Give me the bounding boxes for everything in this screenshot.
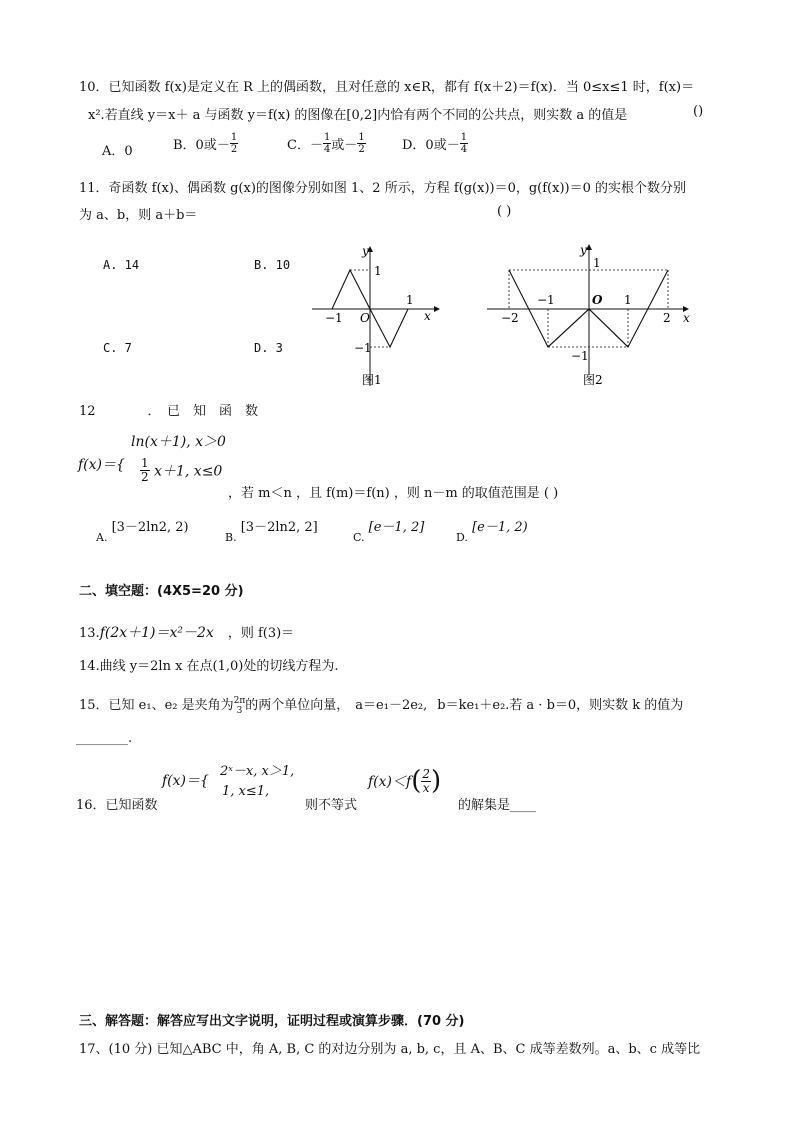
tick-label: 2 xyxy=(663,311,671,325)
q12-heading: 12 ． 已 知 函 数 xyxy=(79,404,259,419)
x-axis-label: x xyxy=(683,311,690,325)
q12-case-2: $\frac{1}{2}$ x＋1, x≤0 xyxy=(141,456,223,484)
q17: 17、(10 分) 已知△ABC 中，角 A, B, C 的对边分别为 a, b, c，且 A、B、C 成等差数列。a、b、c 成等比 xyxy=(79,1042,701,1057)
tick-label: 1 xyxy=(593,256,601,270)
fraction: $\frac{1}{2}$ xyxy=(358,132,365,155)
figure-caption: 图2 xyxy=(583,373,603,387)
angle-fraction: 2π 3 xyxy=(233,695,246,716)
figure-2-graph xyxy=(485,240,695,390)
q10-option-d: D．0或－ $\frac{1}{4}$ xyxy=(402,132,468,155)
origin-label: O xyxy=(592,293,603,307)
section-3-heading: 三、解答题：解答应写出文字说明，证明过程或演算步骤．(70 分) xyxy=(79,1014,465,1029)
q10-option-a: A．0 xyxy=(102,144,133,159)
q10-line2: x².若直线 y＝x＋ a 与函数 y＝f(x) 的图像在[0,2]内恰有两个不同的公共点，则实数 a 的值是 xyxy=(88,108,628,123)
origin-label: O xyxy=(360,311,370,325)
tick-label: 1 xyxy=(624,293,632,307)
fraction: $\frac{1}{4}$ xyxy=(460,132,468,155)
q12-option-b: $_{B.}$ [3－2ln2, 2] xyxy=(225,520,318,544)
q14: 14.曲线 y＝2ln x 在点(1,0)处的切线方程为. xyxy=(79,659,339,674)
tick-label: −2 xyxy=(501,311,519,325)
y-axis-label: y xyxy=(362,244,369,258)
q12-case-1: ln(x＋1), x＞0 xyxy=(131,434,226,450)
q15: 15．已知 e₁、e₂ 是夹角为 2π 3 的两个单位向量， a＝e₁－2e₂, b＝ke₁＋e₂.若 a · b＝0，则实数 k 的值为 xyxy=(79,695,684,716)
q11-line1: 11．奇函数 f(x)、偶函数 g(x)的图像分别如图 1、2 所示，方程 f(g(x))＝0，g(f(x))＝0 的实根个数分别 xyxy=(79,181,687,196)
q12-option-c: $_{C.}$ [e－1, 2] xyxy=(353,520,425,544)
q12-option-d: $_{D.}$ [e－1, 2) xyxy=(456,520,528,544)
q11-option-d: D. 3 xyxy=(254,341,283,355)
fraction: $\frac{1}{2}$ xyxy=(141,456,149,484)
tick-label: 1 xyxy=(406,293,414,307)
q11-answer-paren: ( ) xyxy=(497,204,512,219)
tick-label: −1 xyxy=(537,293,555,307)
figure-caption: 图1 xyxy=(362,373,382,387)
tick-label: 1 xyxy=(374,264,382,278)
chord xyxy=(548,309,589,347)
q16-function-label: f(x)＝{ xyxy=(162,773,209,789)
figure-1-graph xyxy=(310,240,440,390)
q11-option-b: B. 10 xyxy=(254,258,291,272)
q16-case-2: 1, x≤1, xyxy=(222,784,270,799)
tick-label: −1 xyxy=(571,349,589,363)
q10-answer-paren: () xyxy=(693,104,704,119)
q13: 13.f(2x＋1)＝x²－2x ，则 f(3)＝ xyxy=(79,625,295,641)
q12-option-a: $_{A.}$ [3－2ln2, 2) xyxy=(96,520,189,544)
fraction: $\frac{2}{x}$ xyxy=(422,766,430,795)
q11-option-a: A. 14 xyxy=(103,258,140,272)
q12-function-label: f(x)＝{ xyxy=(78,457,125,473)
q11-line2: 为 a、b，则 a＋b＝ xyxy=(79,208,198,223)
q16-post: 的解集是____ xyxy=(458,798,537,813)
y-axis-arrow xyxy=(586,244,592,250)
x-axis-label: x xyxy=(424,309,431,323)
q11-option-c: C. 7 xyxy=(103,341,132,355)
q16-case-1: 2ˣ－x, x＞1, xyxy=(220,764,295,779)
fraction: $\frac{1}{4}$ xyxy=(323,132,331,155)
q12-condition: ，若 m＜n ，且 f(m)＝f(n) ，则 n－m 的取值范围是 ( ) xyxy=(228,486,559,501)
x-axis-arrow xyxy=(434,306,440,312)
tick-label: −1 xyxy=(354,341,372,355)
tick-label: −1 xyxy=(325,311,343,325)
q16-mid: 则不等式 xyxy=(305,798,358,813)
q15-blank: ________. xyxy=(76,731,133,746)
q10-line1: 10．已知函数 f(x)是定义在 R 上的偶函数，且对任意的 x∈R，都有 f(x＋2)＝f(x)．当 0≤x≤1 时，f(x)＝ xyxy=(79,80,695,95)
q16-inequality: f(x)＜f( $\frac{2}{x}$ ) xyxy=(368,766,442,796)
q16-pre: 16．已知函数 xyxy=(76,798,158,813)
y-axis-label: y xyxy=(580,243,587,257)
q10-option-b: B．0或－ $\frac{1}{2}$ xyxy=(173,132,238,155)
chord xyxy=(589,309,628,347)
q10-option-c: C．－ $\frac{1}{4}$ 或－ $\frac{1}{2}$ xyxy=(287,132,365,155)
section-2-heading: 二、填空题：(4X5=20 分) xyxy=(79,584,244,599)
fraction: $\frac{1}{2}$ xyxy=(230,132,238,155)
